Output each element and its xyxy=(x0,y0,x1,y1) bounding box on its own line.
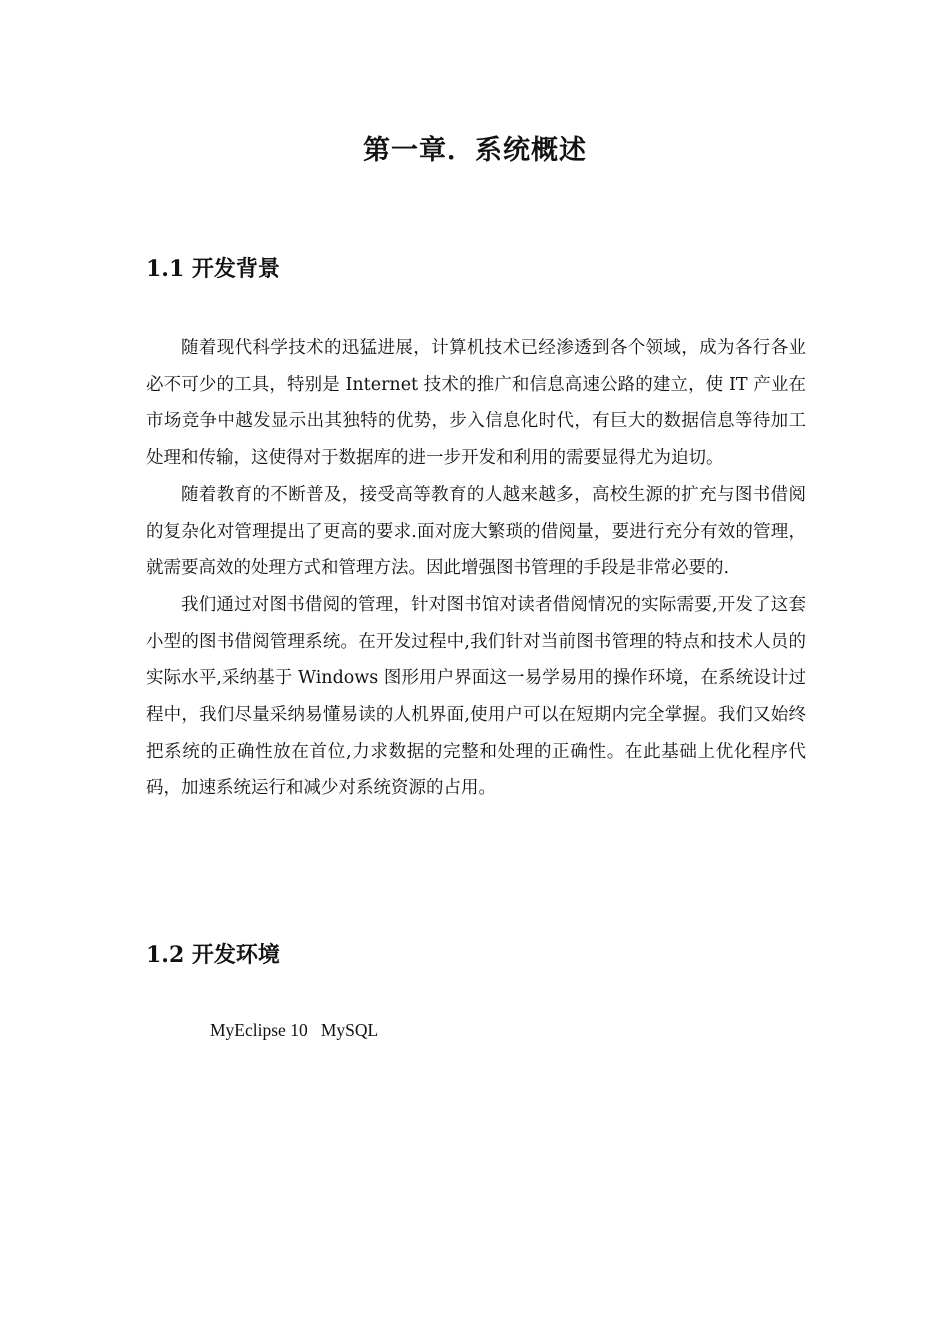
section-heading-environment: 1.2 开发环境 xyxy=(146,942,280,968)
chapter-title: 第一章．系统概述 xyxy=(363,135,587,166)
section-heading-background: 1.1 开发背景 xyxy=(146,256,280,282)
paragraph: 随着现代科学技术的迅猛进展，计算机技术已经渗透到各个领域，成为各行各业必不可少的工具，特别是 Internet 技术的推广和信息高速公路的建立，使 IT 产业在市场竞争中越发显示出其独特的优势，步入信息化时代，有巨大的数据信息等待加工处理和传输，这使得对于数据库的进一步开发和利用的需要显得尤为迫切。 xyxy=(146,338,806,469)
environment-text: MyEclipse 10 MySQL xyxy=(210,1020,379,1040)
paragraph: 我们通过对图书借阅的管理，针对图书馆对读者借阅情况的实际需要,开发了这套小型的图书借阅管理系统。在开发过程中,我们针对当前图书管理的特点和技术人员的实际水平,采纳基于 Windows 图形用户界面这一易学易用的操作环境，在系统设计过程中，我们尽量采纳易懂易读的人机界面,使用户可以在短期内完全掌握。我们又始终把系统的正确性放在首位,力求数据的完整和处理的正确性。在此基础上优化程序代码，加速系统运行和减少对系统资源的占用。 xyxy=(146,594,806,799)
paragraph: 随着教育的不断普及，接受高等教育的人越来越多，高校生源的扩充与图书借阅的复杂化对管理提出了更高的要求.面对庞大繁琐的借阅量，要进行充分有效的管理，就需要高效的处理方式和管理方法。因此增强图书管理的手段是非常必要的. xyxy=(146,484,806,579)
background-body xyxy=(146,330,806,807)
